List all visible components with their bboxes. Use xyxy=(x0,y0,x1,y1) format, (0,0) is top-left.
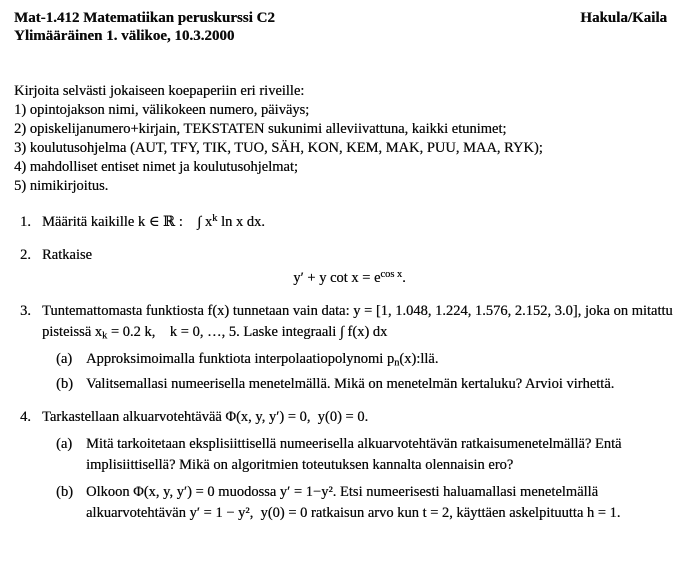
subproblem-text: Mitä tarkoitetaan eksplisiittisellä numeerisella alkuarvotehtävän ratkaisumenetelmällä? Entä implisiittisellä? Mikä on algoritmien toteutuksen kannalta olennaisin ero? xyxy=(86,436,622,473)
subproblem-3a xyxy=(56,349,687,370)
subproblem-label: (b) xyxy=(56,376,73,392)
header-titles xyxy=(14,10,275,45)
subproblem-text xyxy=(86,351,438,367)
instruction-item-5: 5) nimikirjoitus. xyxy=(14,178,109,194)
problem-text xyxy=(42,301,687,343)
problem-text-segment: = 0.2 k, k = 0, …, 5. Laske integraali ∫ f(x) dx xyxy=(107,324,388,340)
problems-section xyxy=(20,212,687,524)
problem-text xyxy=(42,212,687,233)
subproblem-4b xyxy=(56,482,687,524)
problem-text: Tarkastellaan alkuarvotehtävää Φ(x, y, y′) = 0, y(0) = 0. xyxy=(42,409,369,425)
subproblem-text: Valitsemallasi numeerisella menetelmällä. Mikä on menetelmän kertaluku? Arvioi virhettä. xyxy=(86,376,615,392)
instruction-item-3: 3) koulutusohjelma (AUT, TFY, TIK, TUO, SÄH, KON, KEM, MAK, PUU, MAA, RYK); xyxy=(14,140,543,156)
math-subscript: n xyxy=(394,357,400,369)
math-superscript: cos x xyxy=(380,268,403,280)
subproblem-4a xyxy=(56,434,687,476)
problem-text-segment: ln x dx. xyxy=(217,214,265,230)
document-header xyxy=(14,10,687,45)
instructions-section xyxy=(14,82,687,196)
equation-segment: y′ + y cot x = e xyxy=(293,270,381,286)
problem-1 xyxy=(20,212,687,233)
exam-subtitle: Ylimääräinen 1. välikoe, 10.3.2000 xyxy=(14,27,235,44)
subproblem-text-segment: (x):llä. xyxy=(399,351,439,367)
authors: Hakula/Kaila xyxy=(580,10,667,26)
problem-number: 3. xyxy=(20,303,31,319)
problem-text-segment: Tuntemattomasta funktiosta f(x) tunnetaan vain data: y = [1, 1.048, 1.224, 1.576, 2.152, 3.0], joka on mitattu pisteissä x xyxy=(42,303,673,340)
instruction-item-2: 2) opiskelijanumero+kirjain, TEKSTATEN sukunimi alleviivattuna, kaikki etunimet; xyxy=(14,121,507,137)
equation-segment: . xyxy=(402,270,406,286)
problem-number: 2. xyxy=(20,247,31,263)
course-title: Mat-1.412 Matematiikan peruskurssi C2 xyxy=(14,10,275,26)
problem-3 xyxy=(20,301,687,395)
problem-number: 1. xyxy=(20,214,31,230)
math-superscript: k xyxy=(212,212,218,224)
subproblem-label: (b) xyxy=(56,484,73,500)
subproblem-text: Olkoon Φ(x, y, y′) = 0 muodossa y′ = 1−y². Etsi numeerisesti haluamallasi menetelmällä alkuarvotehtävän y′ = 1 − y², y(0) = 0 ratkaisun arvo kun t = 2, käyttäen askelpituutta h = 1. xyxy=(86,484,621,521)
instruction-item-4: 4) mahdolliset entiset nimet ja koulutusohjelmat; xyxy=(14,159,298,175)
subproblem-label: (a) xyxy=(56,351,73,367)
math-subscript: k xyxy=(102,330,108,342)
problem-4 xyxy=(20,407,687,524)
problem-text: Ratkaise xyxy=(42,247,92,263)
problem-2 xyxy=(20,245,687,289)
subproblem-3b xyxy=(56,374,687,395)
problem-text-segment: Määritä kaikille k ∈ ℝ : ∫ x xyxy=(42,214,213,230)
instruction-item-1: 1) opintojakson nimi, välikokeen numero, päiväys; xyxy=(14,102,310,118)
problem-number: 4. xyxy=(20,409,31,425)
instructions-intro: Kirjoita selvästi jokaiseen koepaperiin eri riveille: xyxy=(14,83,305,99)
subproblem-text-segment: Approksimoimalla funktiota interpolaatiopolynomi p xyxy=(86,351,395,367)
problem-2-equation xyxy=(42,268,657,289)
subproblem-label: (a) xyxy=(56,436,73,452)
